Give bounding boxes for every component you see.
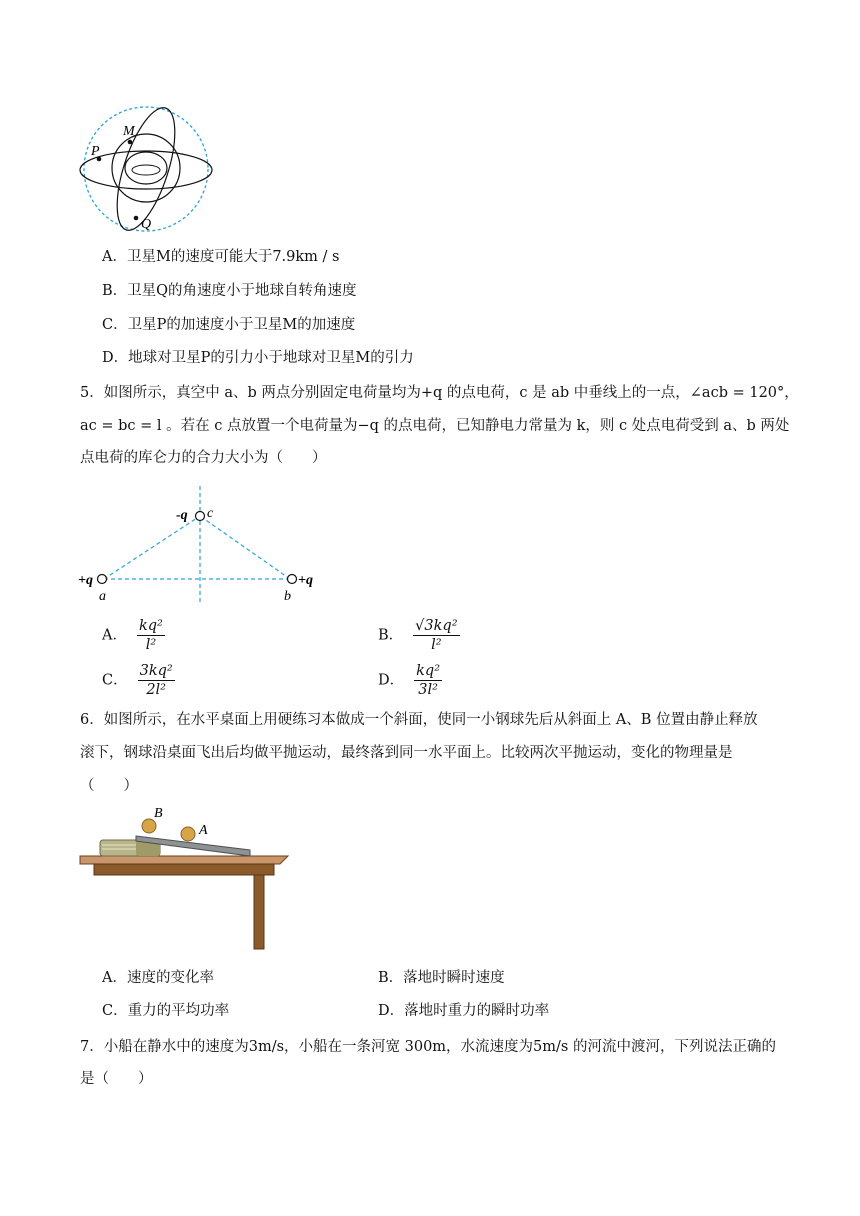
earth-outline [125,152,167,184]
q6-option-a: A．速度的变化率 [102,970,214,986]
label-a: A [199,823,208,838]
q5-option-a-numerator: kq² [138,618,163,634]
q6-option-c: C．重力的平均功率 [102,1003,230,1019]
label-c: c [207,506,214,521]
q5-option-d-denominator: 3l² [418,682,438,698]
earth-equator [132,165,160,175]
orbit-figure [78,104,214,234]
q5-option-b-numerator: √3kq² [415,618,458,634]
charge-figure [76,484,326,604]
label-b: B [154,806,163,821]
q5-option-d-fraction [414,662,442,699]
line-bc [200,516,290,579]
line-ac [104,516,200,579]
label-neg-q: -q [176,508,188,523]
charge-b [288,575,297,584]
q7-stem-line-1: 7．小船在静水中的速度为3m/s，小船在一条河宽 300m，水流速度为5m/s 的河流中渡河，下列说法正确的 [80,1039,776,1055]
label-pos-q-a: +q [78,573,93,588]
label-p: P [91,144,100,159]
satellite-m-dot [128,140,133,145]
equatorial-orbit [80,151,212,189]
charge-a [98,575,107,584]
q5-option-c-fraction [138,662,175,699]
charge-c [196,512,205,521]
q5-option-c-denominator: 2l² [146,682,166,698]
q5-option-a-fraction [137,617,165,654]
q5-option-d-letter: D． [378,672,405,689]
q5-option-a-letter: A． [102,627,127,644]
ball-a [181,827,195,841]
q6-option-b: B．落地时瞬时速度 [378,970,505,986]
table-incline-figure [78,804,294,954]
q5-stem-line-1: 5．如图所示，真空中 a、b 两点分别固定电荷量均为+q 的点电荷，c 是 ab 中垂线上的一点，∠acb = 120°， [80,385,799,401]
q4-option-a: A．卫星M的速度可能大于7.9km / s [102,249,340,265]
q5-option-d-numerator: kq² [416,663,441,679]
q5-option-a-denominator: l² [145,637,157,653]
label-m: M [123,124,135,139]
geo-orbit-circle [84,107,208,231]
q5-option-b-letter: B． [378,627,404,644]
q5-option-b-fraction [413,617,459,654]
q5-option-c-letter: C． [102,672,128,689]
q5-option-b-denominator: l² [431,637,442,653]
q4-option-c: C．卫星P的加速度小于卫星M的加速度 [102,317,356,333]
label-q: Q [141,217,152,232]
table-leg [254,875,264,949]
table-top [80,856,288,864]
q4-option-b: B．卫星Q的角速度小于地球自转角速度 [102,283,357,299]
inclined-orbit [105,104,186,234]
q7-stem-line-2: 是（ ） [80,1071,153,1087]
q6-option-d: D．落地时重力的瞬时功率 [378,1003,550,1019]
label-b: b [284,589,291,604]
q6-stem-line-3: （ ） [80,778,138,794]
q4-option-d: D．地球对卫星P的引力小于地球对卫星M的引力 [102,350,414,366]
q5-stem-line-2: ac = bc = l 。若在 c 点放置一个电荷量为−q 的点电荷，已知静电力常量为 k，则 c 处点电荷受到 a、b 两处 [80,418,790,434]
q5-option-b [378,617,460,654]
ball-b [142,819,156,833]
q5-option-d [378,662,442,699]
table-apron [94,864,274,875]
q6-stem-line-2: 滚下，钢球沿桌面飞出后均做平抛运动，最终落到同一水平面上。比较两次平抛运动，变化的物理量是 [80,745,733,761]
label-pos-q-b: +q [298,573,313,588]
satellite-q-dot [134,216,139,221]
q5-option-c-numerator: 3kq² [139,663,173,679]
label-a: a [99,589,106,604]
q6-stem-line-1: 6．如图所示，在水平桌面上用硬练习本做成一个斜面，使同一小钢球先后从斜面上 A、B 位置由静止释放 [80,712,758,728]
q5-option-c [102,662,175,699]
q5-option-a [102,617,165,654]
q5-stem-line-3: 点电荷的库仑力的合力大小为（ ） [80,450,327,466]
